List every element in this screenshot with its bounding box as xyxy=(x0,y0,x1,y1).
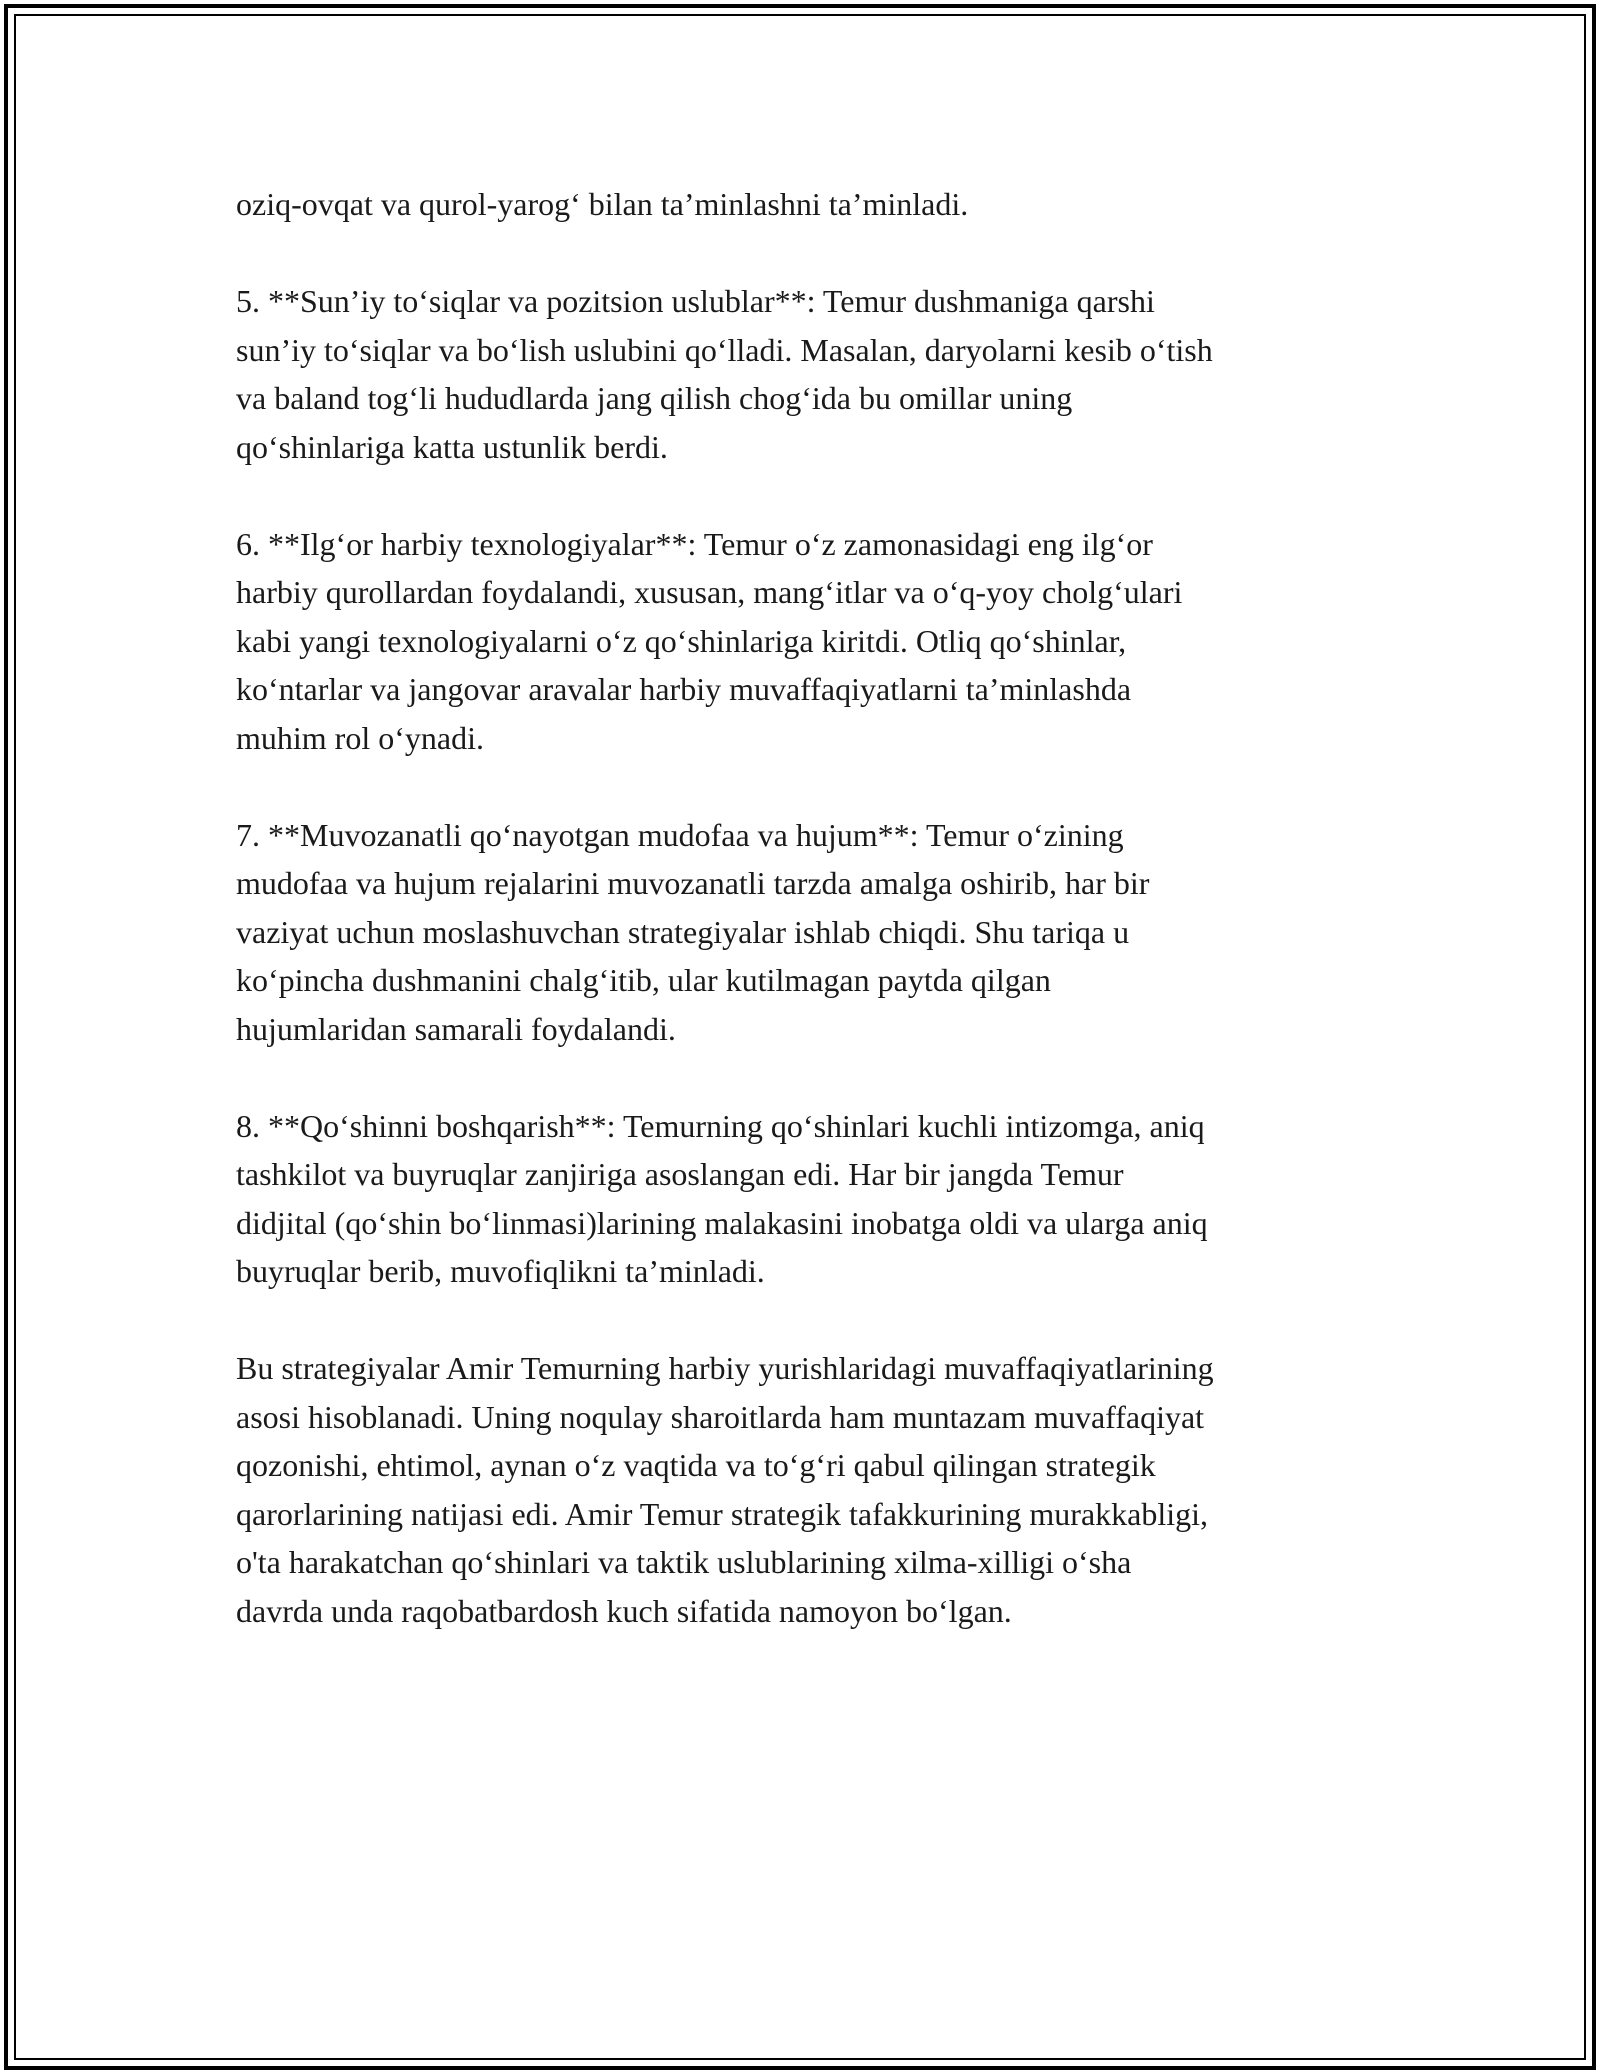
paragraph-item-7: 7. **Muvozanatli qo‘nayotgan mudofaa va hujum**: Temur o‘zining mudofaa va hujum rejalarini muvozanatli tarzda amalga oshirib, har bir vaziyat uchun moslashuvchan strategiyalar ishlab chiqdi. Shu tariqa u ko‘pincha dushmanini chalg‘itib, ular kutilmagan paytda qilgan hujumlaridan samarali foydalandi. xyxy=(236,816,1150,1047)
paragraph-item-8: 8. **Qo‘shinni boshqarish**: Temurning qo‘shinlari kuchli intizomga, aniq tashkilot va buyruqlar zanjiriga asoslangan edi. Har bir jangda Temur didjital (qo‘shin bo‘linmasi)larining malakasini inobatga oldi va ularga aniq buyruqlar berib, muvofiqlikni ta’minladi. xyxy=(236,1107,1208,1289)
document-body xyxy=(236,180,1386,1635)
paragraph-conclusion: Bu strategiyalar Amir Temurning harbiy yurishlaridagi muvaffaqiyatlarining asosi hisoblanadi. Uning noqulay sharoitlarda ham muntazam muvaffaqiyat qozonishi, ehtimol, aynan o‘z vaqtida va to‘g‘ri qabul qilingan strategik qarorlarining natijasi edi. Amir Temur strategik tafakkurining murakkabligi, o'ta harakatchan qo‘shinlari va taktik uslublarining xilma-xilligi o‘sha davrda unda raqobatbardosh kuch sifatida namoyon bo‘lgan. xyxy=(236,1350,1214,1629)
paragraph-continuation: oziq-ovqat va qurol-yarog‘ bilan ta’minlashni ta’minladi. xyxy=(236,186,969,222)
paragraph-item-6: 6. **Ilg‘or harbiy texnologiyalar**: Temur o‘z zamonasidagi eng ilg‘or harbiy qurollardan foydalandi, xususan, mang‘itlar va o‘q-yoy cholg‘ulari kabi yangi texnologiyalarni o‘z qo‘shinlariga kiritdi. Otliq qo‘shinlar, ko‘ntarlar va jangovar aravalar harbiy muvaffaqiyatlarni ta’minlashda muhim rol o‘ynadi. xyxy=(236,525,1183,756)
paragraph-item-5: 5. **Sun’iy to‘siqlar va pozitsion uslublar**: Temur dushmaniga qarshi sun’iy to‘siqlar va bo‘lish uslubini qo‘lladi. Masalan, daryolarni kesib o‘tish va baland tog‘li hududlarda jang qilish chog‘ida bu omillar uning qo‘shinlariga katta ustunlik berdi. xyxy=(236,283,1213,465)
